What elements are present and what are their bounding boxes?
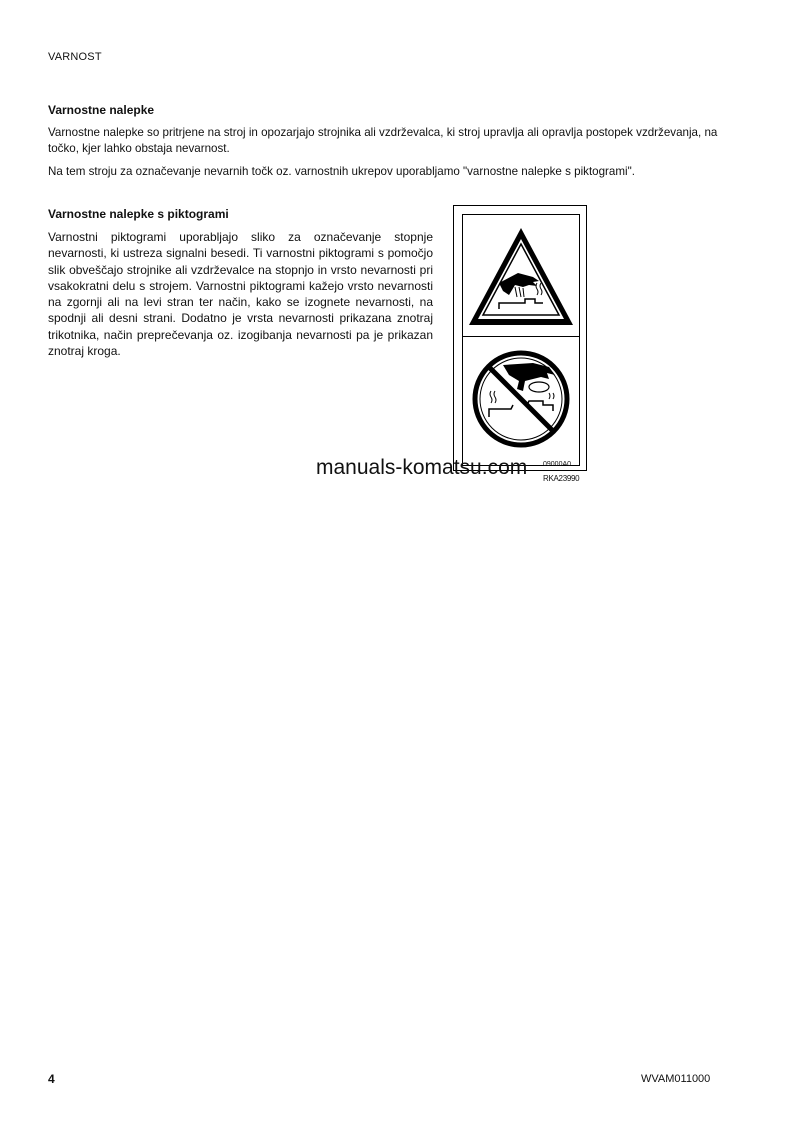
section-title-pictograms: Varnostne nalepke s piktogrami: [48, 207, 229, 221]
paragraph-pictograms: Varnostni piktogrami uporabljajo sliko za označevanje stopnje nevarnosti, ki ustreza signalni besedi. Ti varnostni piktogrami s pomočjo slik obveščajo strojnike ali vzdrževalce na stopnjo in vrsto nevarnosti pri vsakokratni delu s strojem. Varnostni piktogrami kažejo vrsto nevarnosti na zgornji ali na levi stran ter način, kako se izognete nevarnosti, na spodnji ali desni strani. Dodatno je vrsta nevarnosti prikazana znotraj trikotnika, način preprečevanja oz. izogibanja nevarnosti pa je prikazan znotraj kroga.: [48, 230, 433, 359]
watermark: manuals-komatsu.com: [316, 456, 528, 479]
avoidance-panel: [463, 337, 579, 465]
figure-code: RKA23990: [543, 474, 580, 483]
no-touch-hot-surface-prohibition-icon: [463, 337, 579, 465]
hazard-panel: [463, 215, 579, 337]
label-part-code: 09000A0: [543, 461, 572, 468]
paragraph-intro: Varnostne nalepke so pritrjene na stroj in opozarjajo strojnika ali vzdrževalca, ki stroj upravlja ali opravlja postopek vzdrževanja, na točko, kjer lahko obstaja nevarnost.: [48, 126, 718, 155]
safety-label-frame: [462, 214, 580, 466]
hot-surface-warning-triangle-icon: [463, 215, 579, 336]
section-title-safety-labels: Varnostne nalepke: [48, 103, 155, 117]
paragraph-usage: Na tem stroju za označevanje nevarnih točk oz. varnostnih ukrepov uporabljamo "varnostne nalepke s piktogrami".: [48, 165, 635, 178]
section-header: VARNOST: [48, 51, 102, 63]
page-number: 4: [48, 1072, 55, 1086]
safety-label-figure: [453, 205, 587, 471]
document-code: WVAM011000: [641, 1073, 711, 1085]
